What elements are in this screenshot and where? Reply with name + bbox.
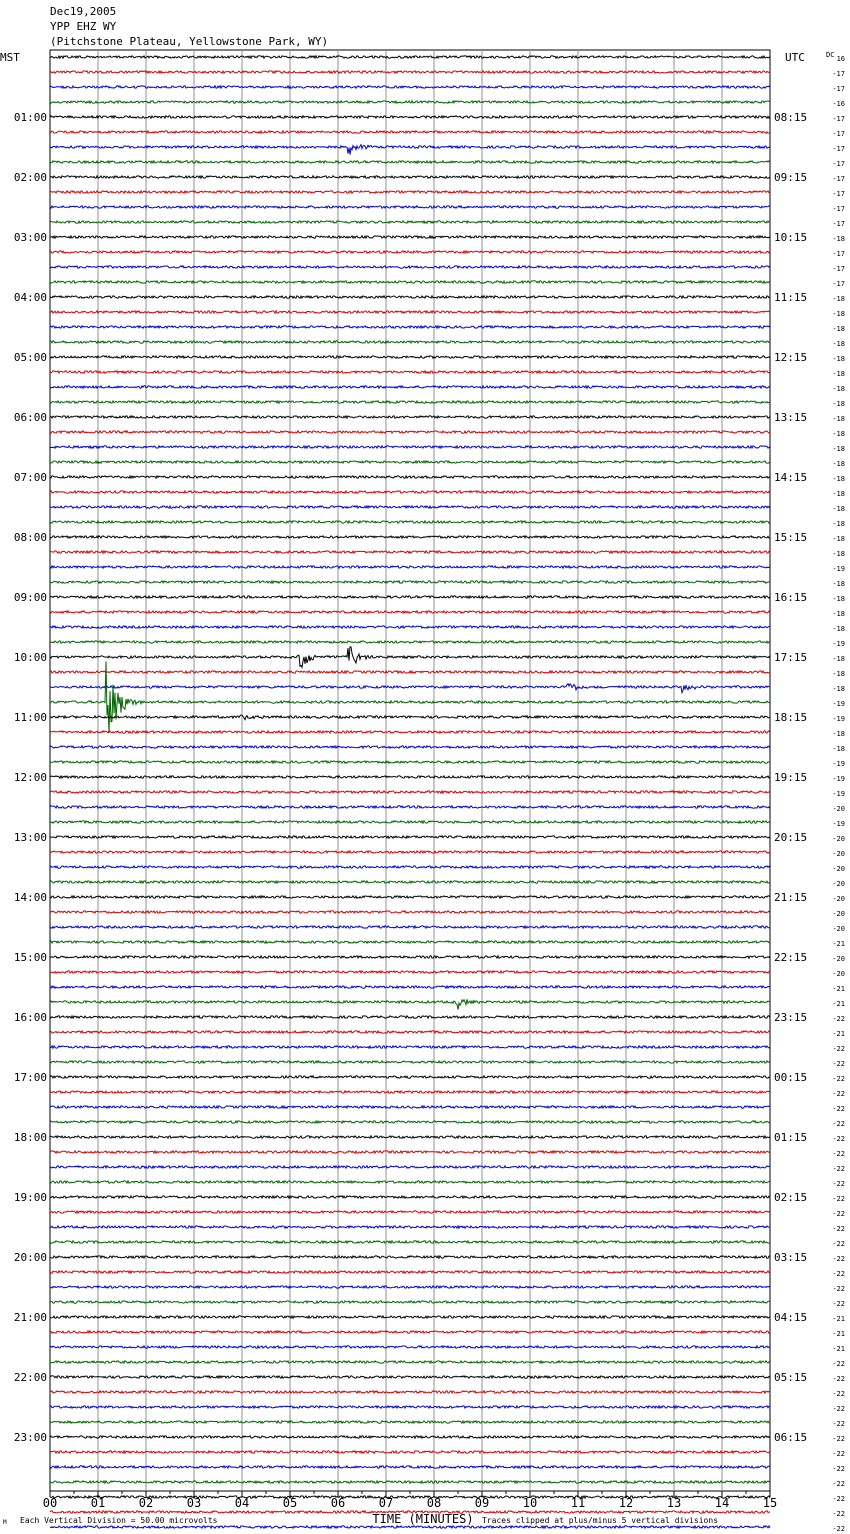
trace-25	[50, 431, 770, 433]
dc-offset-label: -21	[832, 940, 845, 948]
x-tick-label: 08	[426, 1496, 442, 1510]
trace-58	[50, 926, 770, 928]
dc-offset-label: -18	[832, 490, 845, 498]
trace-49	[50, 791, 770, 793]
dc-offset-label: -17	[832, 280, 845, 288]
dc-offset-label: -18	[832, 370, 845, 378]
dc-offset-label: -22	[832, 1120, 845, 1128]
dc-offset-label: -17	[832, 205, 845, 213]
right-hour-label: 15:15	[774, 531, 808, 544]
right-hour-label: 12:15	[774, 351, 808, 364]
trace-84	[50, 1316, 770, 1318]
dc-offset-label: -22	[832, 1420, 845, 1428]
dc-offset-label: -22	[832, 1375, 845, 1383]
dc-offset-label: -18	[832, 310, 845, 318]
trace-90	[50, 1406, 770, 1408]
trace-50	[50, 806, 770, 808]
trace-39	[50, 641, 770, 643]
trace-36	[50, 596, 770, 598]
dc-offset-label: -18	[832, 445, 845, 453]
trace-37	[50, 611, 770, 613]
trace-45	[50, 731, 770, 733]
dc-offset-label: -18	[832, 505, 845, 513]
left-hour-label: 15:00	[13, 951, 47, 964]
right-hour-label: 10:15	[774, 231, 808, 244]
x-tick-label: 05	[282, 1496, 298, 1510]
trace-87	[50, 1361, 770, 1363]
dc-offset-label: -18	[832, 550, 845, 558]
dc-offset-label: -22	[832, 1405, 845, 1413]
trace-52	[50, 836, 770, 838]
dc-offset-label: -20	[832, 895, 845, 903]
trace-73	[50, 1151, 770, 1153]
dc-offset-label: -18	[832, 295, 845, 303]
dc-offset-label: -21	[832, 1030, 845, 1038]
trace-64	[50, 1016, 770, 1018]
trace-23	[50, 401, 770, 403]
left-hour-label: 21:00	[13, 1311, 47, 1324]
right-hour-label: 09:15	[774, 171, 808, 184]
right-hour-label: 01:15	[774, 1131, 808, 1144]
dc-offset-label: -17	[832, 265, 845, 273]
right-hour-label: 14:15	[774, 471, 808, 484]
dc-offset-label: -20	[832, 850, 845, 858]
dc-offset-label: -22	[832, 1450, 845, 1458]
trace-72	[50, 1136, 770, 1138]
left-hour-label: 07:00	[13, 471, 47, 484]
dc-offset-label: -22	[832, 1135, 845, 1143]
dc-offset-label: -22	[832, 1225, 845, 1233]
dc-offset-label: -20	[832, 805, 845, 813]
trace-61	[50, 971, 770, 973]
trace-0	[50, 56, 770, 58]
dc-offset-label: -18	[832, 475, 845, 483]
x-tick-label: 07	[378, 1496, 394, 1510]
trace-96	[50, 1496, 770, 1498]
trace-31	[50, 521, 770, 523]
dc-offset-label: -18	[832, 460, 845, 468]
dc-offset-label: -18	[832, 355, 845, 363]
trace-34	[50, 566, 770, 568]
dc-offset-label: -16	[832, 100, 845, 108]
trace-62	[50, 986, 770, 988]
right-hour-label: 22:15	[774, 951, 808, 964]
dc-offset-label: -19	[832, 565, 845, 573]
trace-21	[50, 371, 770, 373]
trace-57	[50, 911, 770, 913]
right-hour-label: 19:15	[774, 771, 808, 784]
right-hour-label: 11:15	[774, 291, 808, 304]
header-location: (Pitchstone Plateau, Yellowstone Park, WY)	[50, 35, 329, 48]
left-hour-label: 17:00	[13, 1071, 47, 1084]
dc-offset-label: -18	[832, 685, 845, 693]
x-tick-label: 02	[138, 1496, 154, 1510]
trace-82	[50, 1286, 770, 1288]
left-hour-label: 13:00	[13, 831, 47, 844]
right-hour-label: 20:15	[774, 831, 808, 844]
dc-offset-label: -17	[832, 175, 845, 183]
trace-67	[50, 1061, 770, 1063]
left-hour-label: 16:00	[13, 1011, 47, 1024]
dc-offset-label: -22	[832, 1165, 845, 1173]
trace-81	[50, 1271, 770, 1273]
dc-offset-label: -21	[832, 1345, 845, 1353]
trace-54	[50, 866, 770, 868]
trace-9	[50, 191, 770, 193]
dc-offset-label: -20	[832, 865, 845, 873]
trace-71	[50, 1121, 770, 1123]
dc-offset-label: -18	[832, 610, 845, 618]
header-date: Dec19,2005	[50, 5, 117, 18]
trace-65	[50, 1031, 770, 1033]
trace-76	[50, 1196, 770, 1198]
trace-75	[50, 1181, 770, 1183]
left-hour-label: 12:00	[13, 771, 47, 784]
trace-15	[50, 281, 770, 283]
right-hour-label: 18:15	[774, 711, 808, 724]
trace-17	[50, 311, 770, 313]
trace-2	[50, 86, 770, 88]
trace-46	[50, 746, 770, 748]
left-hour-label: 19:00	[13, 1191, 47, 1204]
left-hour-label: 05:00	[13, 351, 47, 364]
left-hour-label: 14:00	[13, 891, 47, 904]
x-tick-label: 14	[714, 1496, 730, 1510]
trace-78	[50, 1226, 770, 1228]
dc-offset-label: -18	[832, 325, 845, 333]
trace-24	[50, 416, 770, 418]
right-hour-label: 03:15	[774, 1251, 808, 1264]
left-timezone-label: MST	[0, 51, 20, 64]
left-hour-label: 11:00	[13, 711, 47, 724]
trace-32	[50, 536, 770, 538]
trace-86	[50, 1346, 770, 1348]
right-hour-label: 00:15	[774, 1071, 808, 1084]
left-hour-label: 03:00	[13, 231, 47, 244]
dc-offset-label: -20	[832, 970, 845, 978]
trace-74	[50, 1166, 770, 1168]
trace-4	[50, 116, 770, 118]
dc-offset-label: -18	[832, 430, 845, 438]
trace-93	[50, 1451, 770, 1453]
dc-offset-label: -21	[832, 1330, 845, 1338]
dc-offset-label: -22	[832, 1300, 845, 1308]
right-hour-label: 05:15	[774, 1371, 808, 1384]
dc-offset-label: -22	[832, 1465, 845, 1473]
trace-56	[50, 896, 770, 898]
trace-53	[50, 851, 770, 853]
left-hour-label: 23:00	[13, 1431, 47, 1444]
trace-11	[50, 221, 770, 223]
trace-70	[50, 1106, 770, 1108]
dc-offset-label: -22	[832, 1480, 845, 1488]
dc-offset-label: -22	[832, 1360, 845, 1368]
dc-offset-label: -21	[832, 1000, 845, 1008]
dc-offset-label: -17	[832, 130, 845, 138]
dc-offset-label: -21	[832, 985, 845, 993]
trace-6	[50, 145, 770, 155]
trace-8	[50, 176, 770, 178]
trace-14	[50, 266, 770, 268]
trace-22	[50, 386, 770, 388]
dc-offset-label: -22	[832, 1285, 845, 1293]
right-hour-label: 08:15	[774, 111, 808, 124]
trace-40	[50, 647, 770, 668]
dc-offset-label: -19	[832, 790, 845, 798]
trace-10	[50, 206, 770, 208]
trace-85	[50, 1331, 770, 1333]
trace-44	[50, 715, 770, 720]
left-hour-label: 01:00	[13, 111, 47, 124]
right-hour-label: 23:15	[774, 1011, 808, 1024]
dc-offset-label: -17	[832, 190, 845, 198]
trace-92	[50, 1436, 770, 1438]
dc-offset-label: -19	[832, 820, 845, 828]
x-tick-label: 04	[234, 1496, 250, 1510]
trace-13	[50, 251, 770, 253]
header-station: YPP EHZ WY	[50, 20, 117, 33]
right-hour-label: 21:15	[774, 891, 808, 904]
trace-88	[50, 1376, 770, 1378]
x-tick-label: 12	[618, 1496, 634, 1510]
dc-offset-label: -22	[832, 1525, 845, 1533]
dc-offset-label: -18	[832, 670, 845, 678]
left-hour-label: 08:00	[13, 531, 47, 544]
left-hour-label: 22:00	[13, 1371, 47, 1384]
trace-38	[50, 626, 770, 628]
dc-offset-label: -20	[832, 925, 845, 933]
trace-63	[50, 999, 770, 1010]
dc-offset-label: -20	[832, 955, 845, 963]
footer-clip-note: Traces clipped at plus/minus 5 vertical divisions	[482, 1516, 719, 1525]
trace-89	[50, 1391, 770, 1393]
trace-48	[50, 776, 770, 778]
trace-51	[50, 821, 770, 823]
dc-offset-label: -22	[832, 1495, 845, 1503]
trace-18	[50, 326, 770, 328]
dc-offset-label: -22	[832, 1510, 845, 1518]
left-hour-label: 06:00	[13, 411, 47, 424]
dc-header-label: DC	[826, 51, 835, 59]
trace-95	[50, 1481, 770, 1483]
trace-98	[50, 1526, 770, 1528]
x-axis-title: TIME (MINUTES)	[372, 1512, 474, 1526]
trace-77	[50, 1211, 770, 1213]
x-tick-label: 03	[186, 1496, 202, 1510]
x-tick-label: 01	[90, 1496, 106, 1510]
dc-offset-label: -18	[832, 340, 845, 348]
trace-79	[50, 1241, 770, 1243]
trace-27	[50, 461, 770, 463]
dc-offset-label: -18	[832, 745, 845, 753]
dc-offset-label: -22	[832, 1060, 845, 1068]
x-tick-label: 10	[522, 1496, 538, 1510]
trace-41	[50, 671, 770, 673]
trace-68	[50, 1076, 770, 1078]
dc-offset-label: -17	[832, 250, 845, 258]
dc-offset-label: -18	[832, 385, 845, 393]
trace-33	[50, 551, 770, 553]
trace-3	[50, 101, 770, 103]
left-hour-label: 20:00	[13, 1251, 47, 1264]
dc-offset-label: 16	[836, 55, 845, 63]
dc-offset-label: -18	[832, 730, 845, 738]
footer-scale-note: Each Vertical Division = 50.00 microvolts	[20, 1516, 218, 1525]
dc-offset-label: -20	[832, 910, 845, 918]
dc-offset-label: -22	[832, 1180, 845, 1188]
dc-offset-label: -22	[832, 1210, 845, 1218]
dc-offset-label: -19	[832, 760, 845, 768]
right-hour-label: 06:15	[774, 1431, 808, 1444]
dc-offset-label: -18	[832, 580, 845, 588]
trace-26	[50, 446, 770, 448]
dc-offset-label: -22	[832, 1390, 845, 1398]
trace-47	[50, 761, 770, 763]
left-hour-label: 09:00	[13, 591, 47, 604]
dc-offset-label: -21	[832, 1315, 845, 1323]
trace-29	[50, 491, 770, 493]
dc-offset-label: -20	[832, 880, 845, 888]
dc-offset-label: -22	[832, 1075, 845, 1083]
left-hour-label: 04:00	[13, 291, 47, 304]
dc-offset-label: -18	[832, 655, 845, 663]
x-tick-label: 06	[330, 1496, 346, 1510]
x-tick-label: 15	[762, 1496, 778, 1510]
trace-59	[50, 941, 770, 943]
trace-16	[50, 296, 770, 298]
dc-offset-label: -22	[832, 1255, 845, 1263]
dc-offset-label: -17	[832, 115, 845, 123]
dc-offset-label: -18	[832, 415, 845, 423]
trace-28	[50, 476, 770, 478]
dc-offset-label: -22	[832, 1270, 845, 1278]
right-hour-label: 13:15	[774, 411, 808, 424]
trace-19	[50, 341, 770, 343]
dc-offset-label: -17	[832, 160, 845, 168]
x-tick-label: 11	[570, 1496, 586, 1510]
dc-offset-label: -18	[832, 625, 845, 633]
right-hour-label: 17:15	[774, 651, 808, 664]
trace-60	[50, 956, 770, 958]
trace-20	[50, 356, 770, 358]
left-hour-label: 10:00	[13, 651, 47, 664]
dc-offset-label: -18	[832, 235, 845, 243]
dc-offset-label: -18	[832, 520, 845, 528]
dc-offset-label: -20	[832, 835, 845, 843]
trace-91	[50, 1421, 770, 1423]
trace-83	[50, 1301, 770, 1303]
dc-offset-label: -18	[832, 535, 845, 543]
dc-offset-label: -19	[832, 775, 845, 783]
trace-35	[50, 581, 770, 583]
footer-mark: M	[3, 1519, 7, 1526]
trace-55	[50, 881, 770, 883]
trace-7	[50, 161, 770, 163]
dc-offset-label: -22	[832, 1090, 845, 1098]
left-hour-label: 18:00	[13, 1131, 47, 1144]
dc-offset-label: -17	[832, 220, 845, 228]
trace-12	[50, 236, 770, 238]
right-hour-label: 04:15	[774, 1311, 808, 1324]
trace-80	[50, 1256, 770, 1258]
trace-66	[50, 1046, 770, 1048]
trace-94	[50, 1466, 770, 1468]
dc-offset-label: -22	[832, 1015, 845, 1023]
dc-offset-label: -19	[832, 715, 845, 723]
x-tick-label: 09	[474, 1496, 490, 1510]
dc-offset-label: -22	[832, 1150, 845, 1158]
dc-offset-label: -19	[832, 700, 845, 708]
x-tick-label: 00	[42, 1496, 58, 1510]
dc-offset-label: -22	[832, 1435, 845, 1443]
dc-offset-label: -18	[832, 595, 845, 603]
trace-30	[50, 506, 770, 508]
right-hour-label: 16:15	[774, 591, 808, 604]
dc-offset-label: -18	[832, 400, 845, 408]
trace-1	[50, 71, 770, 73]
dc-offset-label: -19	[832, 640, 845, 648]
x-tick-label: 13	[666, 1496, 682, 1510]
dc-offset-label: -17	[832, 145, 845, 153]
trace-5	[50, 131, 770, 133]
right-hour-label: 02:15	[774, 1191, 808, 1204]
trace-42	[50, 684, 770, 693]
dc-offset-label: -17	[832, 70, 845, 78]
dc-offset-label: -22	[832, 1240, 845, 1248]
right-timezone-label: UTC	[785, 51, 805, 64]
left-hour-label: 02:00	[13, 171, 47, 184]
dc-offset-label: -22	[832, 1105, 845, 1113]
dc-offset-label: -22	[832, 1195, 845, 1203]
dc-offset-label: -17	[832, 85, 845, 93]
dc-offset-label: -22	[832, 1045, 845, 1053]
trace-69	[50, 1091, 770, 1093]
